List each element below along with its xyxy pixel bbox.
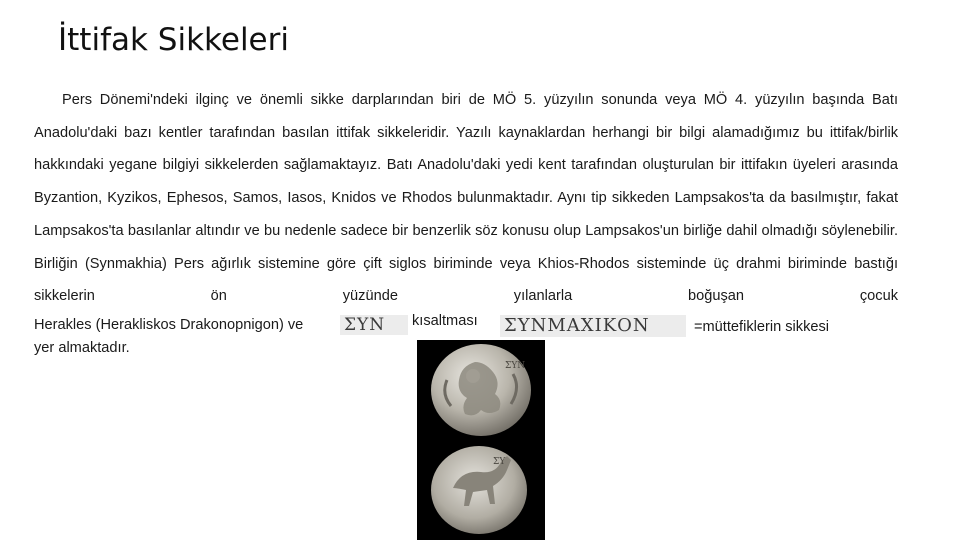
coin-reverse — [431, 446, 527, 534]
greek-full-image: ΣΥΝΜΑΧΙΚΟΝ — [500, 315, 686, 337]
closing-text: yer almaktadır. — [34, 340, 130, 356]
coin-photo — [417, 340, 545, 540]
line-start-text: Herakles (Herakliskos Drakonopnigon) ve — [34, 317, 304, 333]
abbrev-label: kısaltması — [412, 313, 478, 329]
meaning-text: =müttefiklerin sikkesi — [694, 319, 830, 335]
slide-title: İttifak Sikkeleri — [58, 22, 289, 58]
coin-obverse — [431, 344, 531, 436]
coin-illustration — [417, 340, 545, 540]
reverse-legend: ΣΥ — [493, 457, 506, 467]
greek-abbrev-image: ΣΥΝ — [340, 315, 408, 335]
body-paragraph: Pers Dönemi'ndeki ilginç ve önemli sikke darplarından biri de MÖ 5. yüzyılın sonunda veya MÖ 4. yüzyılın başında Batı Anadolu'daki bazı kentler tarafından basılan ittifak sikkeleridir. Yazılı kaynaklardan herhangi bir bilgi alamadığımız bu ittifak/birlik hakkındaki yegane bilgiyi sikkelerden sağlamaktayız. Batı Anadolu'daki yedi kent tarafından oluşturulan bir ittifakın üyeleri arasında Byzantion, Kyzikos, Ephesos, Samos, Iasos, Knidos ve Rhodos bulunmaktadır. Aynı tip sikkeden Lampsakos'ta da basılmıştır, fakat Lampsakos'ta basılanlar altındır ve bu nedenle sadece bir benzerlik söz konusu olup Lampsakos'un birliğe dahil olmadığı söylenebilir. Birliğin (Synmakhia) Pers ağırlık sistemine göre çift siglos biriminde veya Khios-Rhodos sisteminde üç drahmi biriminde bastığı sikkelerin ön yüzünde yılanlarla boğuşan çocuk — [34, 92, 898, 305]
legend-line — [34, 313, 934, 337]
obverse-legend: ΣΥΝ — [505, 361, 526, 371]
